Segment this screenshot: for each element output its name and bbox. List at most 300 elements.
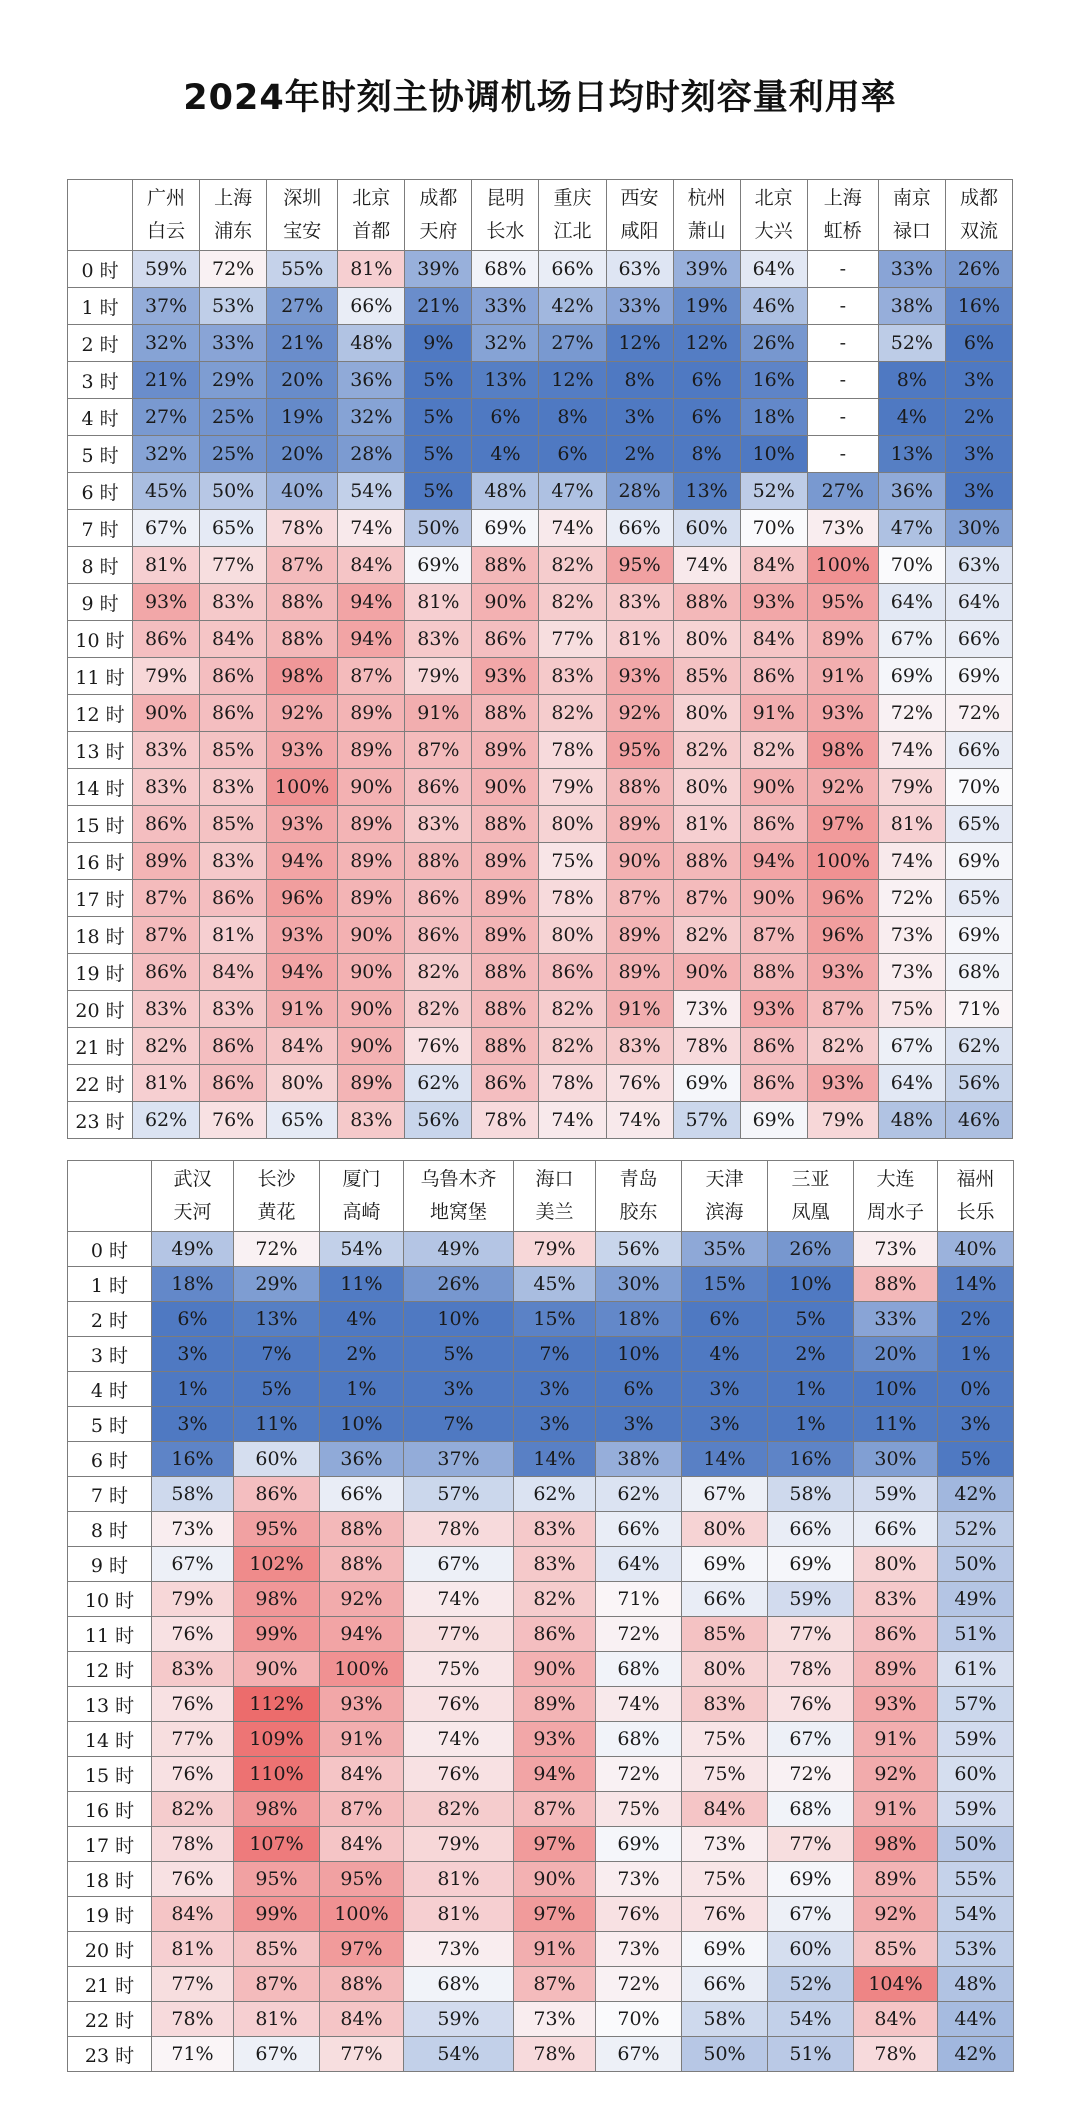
heatmap-cell: 93%	[514, 1722, 596, 1757]
column-header	[200, 180, 267, 251]
row-label: 3 时	[68, 362, 133, 399]
column-header-line: 海口	[535, 1168, 574, 1190]
heatmap-cell: 77%	[768, 1617, 854, 1652]
heatmap-cell: 8%	[673, 436, 740, 473]
heatmap-cell: 5%	[404, 1337, 514, 1372]
table-row	[68, 399, 1013, 436]
heatmap-cell: 32%	[338, 399, 405, 436]
column-header-line: 北京	[352, 187, 391, 209]
heatmap-cell: 82%	[539, 991, 606, 1028]
heatmap-cell: 76%	[682, 1897, 768, 1932]
heatmap-cell: 20%	[854, 1337, 938, 1372]
row-label: 12 时	[68, 695, 133, 732]
row-label: 17 时	[68, 880, 133, 917]
heatmap-cell: 89%	[338, 1065, 405, 1102]
table-row	[68, 1827, 1014, 1862]
heatmap-cell: 53%	[200, 288, 267, 325]
column-header-line: 上海	[823, 187, 862, 209]
heatmap-cell: 59%	[938, 1722, 1014, 1757]
row-label: 7 时	[68, 1477, 152, 1512]
heatmap-cell: 95%	[606, 732, 673, 769]
row-label: 8 时	[68, 547, 133, 584]
row-label: 12 时	[68, 1652, 152, 1687]
heatmap-cell: 62%	[596, 1477, 682, 1512]
heatmap-cell: 91%	[405, 695, 472, 732]
heatmap-cell: 83%	[539, 658, 606, 695]
table-row	[68, 732, 1013, 769]
heatmap-cell: 76%	[404, 1757, 514, 1792]
heatmap-cell: 93%	[807, 695, 878, 732]
heatmap-cell: 52%	[878, 325, 945, 362]
heatmap-cell: 45%	[514, 1267, 596, 1302]
heatmap-cell: 78%	[539, 1065, 606, 1102]
column-header-line: 白云	[147, 220, 186, 242]
heatmap-cell: 8%	[878, 362, 945, 399]
heatmap-cell: 89%	[133, 843, 200, 880]
column-header-line: 胶东	[619, 1201, 658, 1223]
table-row	[68, 806, 1013, 843]
heatmap-cell: 16%	[945, 288, 1012, 325]
heatmap-cell: 89%	[854, 1862, 938, 1897]
table-row	[68, 1065, 1013, 1102]
heatmap-cell: 66%	[682, 1582, 768, 1617]
heatmap-cell: -	[807, 251, 878, 288]
heatmap-cell: 30%	[854, 1442, 938, 1477]
column-header	[320, 1161, 404, 1232]
heatmap-cell: 79%	[514, 1232, 596, 1267]
heatmap-cell: 60%	[673, 510, 740, 547]
heatmap-cell: 83%	[200, 843, 267, 880]
heatmap-cell: 1%	[768, 1372, 854, 1407]
column-header-line: 江北	[553, 220, 592, 242]
heatmap-cell: 69%	[768, 1862, 854, 1897]
heatmap-cell: 87%	[740, 917, 807, 954]
heatmap-cell: 5%	[768, 1302, 854, 1337]
heatmap-cell: 94%	[338, 621, 405, 658]
column-header-line: 成都	[419, 187, 458, 209]
heatmap-cell: 82%	[539, 547, 606, 584]
heatmap-cell: 61%	[938, 1652, 1014, 1687]
heatmap-cell: 14%	[938, 1267, 1014, 1302]
heatmap-cell: 18%	[152, 1267, 234, 1302]
heatmap-cell: 3%	[404, 1372, 514, 1407]
table-row	[68, 1652, 1014, 1687]
heatmap-cell: 10%	[768, 1267, 854, 1302]
column-header-line: 福州	[956, 1168, 995, 1190]
heatmap-cell: 30%	[596, 1267, 682, 1302]
heatmap-cell: 73%	[673, 991, 740, 1028]
heatmap-cell: 36%	[878, 473, 945, 510]
column-header-line: 咸阳	[620, 220, 659, 242]
heatmap-cell: 95%	[320, 1862, 404, 1897]
heatmap-cell: 69%	[596, 1827, 682, 1862]
heatmap-cell: 76%	[405, 1028, 472, 1065]
table-row	[68, 658, 1013, 695]
column-header-line: 黄花	[257, 1201, 296, 1223]
heatmap-cell: 32%	[133, 325, 200, 362]
heatmap-cell: 80%	[682, 1652, 768, 1687]
heatmap-cell: 90%	[133, 695, 200, 732]
heatmap-cell: -	[807, 399, 878, 436]
heatmap-cell: 82%	[807, 1028, 878, 1065]
heatmap-cell: 6%	[539, 436, 606, 473]
heatmap-cell: 90%	[338, 954, 405, 991]
row-label: 22 时	[68, 2002, 152, 2037]
heatmap-cell: 68%	[596, 1652, 682, 1687]
table-row	[68, 1967, 1014, 2002]
heatmap-cell: 88%	[267, 584, 338, 621]
heatmap-cell: 69%	[682, 1932, 768, 1967]
heatmap-cell: 88%	[320, 1967, 404, 2002]
column-header-line: 长水	[486, 220, 525, 242]
heatmap-cell: 89%	[338, 843, 405, 880]
column-header-line: 长沙	[257, 1168, 296, 1190]
heatmap-cell: 66%	[606, 510, 673, 547]
heatmap-cell: 3%	[514, 1407, 596, 1442]
row-label: 10 时	[68, 1582, 152, 1617]
heatmap-cell: 16%	[768, 1442, 854, 1477]
heatmap-cell: 80%	[673, 695, 740, 732]
heatmap-cell: 88%	[320, 1512, 404, 1547]
heatmap-cell: 4%	[878, 399, 945, 436]
heatmap-cell: 89%	[472, 732, 539, 769]
heatmap-cell: 46%	[740, 288, 807, 325]
heatmap-cell: 98%	[854, 1827, 938, 1862]
heatmap-cell: 93%	[472, 658, 539, 695]
heatmap-cell: 77%	[768, 1827, 854, 1862]
column-header	[768, 1161, 854, 1232]
heatmap-cell: 82%	[539, 584, 606, 621]
column-header-line: 天府	[419, 220, 458, 242]
heatmap-cell: 78%	[472, 1102, 539, 1139]
heatmap-cell: 69%	[878, 658, 945, 695]
column-header-line: 南京	[892, 187, 931, 209]
heatmap-cell: 26%	[740, 325, 807, 362]
heatmap-cell: 97%	[514, 1827, 596, 1862]
heatmap-cell: 72%	[200, 251, 267, 288]
heatmap-cell: 88%	[405, 843, 472, 880]
heatmap-cell: 72%	[596, 1617, 682, 1652]
heatmap-cell: 3%	[514, 1372, 596, 1407]
heatmap-cell: 12%	[606, 325, 673, 362]
heatmap-cell: 40%	[938, 1232, 1014, 1267]
heatmap-cell: 88%	[267, 621, 338, 658]
heatmap-cell: 94%	[514, 1757, 596, 1792]
row-label: 1 时	[68, 1267, 152, 1302]
heatmap-cell: 76%	[152, 1687, 234, 1722]
heatmap-cell: -	[807, 362, 878, 399]
row-label: 7 时	[68, 510, 133, 547]
heatmap-cell: 88%	[854, 1267, 938, 1302]
heatmap-cell: 27%	[807, 473, 878, 510]
heatmap-cell: 21%	[133, 362, 200, 399]
heatmap-cell: 91%	[267, 991, 338, 1028]
heatmap-cell: 1%	[938, 1337, 1014, 1372]
heatmap-cell: 80%	[267, 1065, 338, 1102]
heatmap-cell: 68%	[768, 1792, 854, 1827]
heatmap-cell: 84%	[200, 621, 267, 658]
heatmap-cell: 102%	[234, 1547, 320, 1582]
row-label: 11 时	[68, 1617, 152, 1652]
heatmap-cell: 74%	[539, 1102, 606, 1139]
heatmap-cell: 55%	[938, 1862, 1014, 1897]
heatmap-cell: 104%	[854, 1967, 938, 2002]
heatmap-cell: 78%	[514, 2037, 596, 2072]
heatmap-cell: 13%	[878, 436, 945, 473]
row-label: 16 时	[68, 1792, 152, 1827]
row-label: 18 时	[68, 917, 133, 954]
heatmap-cell: 6%	[152, 1302, 234, 1337]
heatmap-cell: 82%	[673, 732, 740, 769]
heatmap-cell: 54%	[404, 2037, 514, 2072]
heatmap-cell: 73%	[152, 1512, 234, 1547]
heatmap-cell: 18%	[740, 399, 807, 436]
heatmap-cell: 92%	[854, 1757, 938, 1792]
heatmap-cell: 76%	[152, 1862, 234, 1897]
heatmap-cell: 86%	[472, 621, 539, 658]
column-header-line: 萧山	[687, 220, 726, 242]
heatmap-cell: 83%	[405, 621, 472, 658]
heatmap-cell: 96%	[807, 880, 878, 917]
heatmap-cell: 63%	[606, 251, 673, 288]
heatmap-cell: 83%	[200, 584, 267, 621]
heatmap-cell: 100%	[807, 843, 878, 880]
column-header-line: 大兴	[754, 220, 793, 242]
heatmap-cell: 21%	[267, 325, 338, 362]
row-label: 5 时	[68, 436, 133, 473]
heatmap-cell: 6%	[673, 362, 740, 399]
heatmap-cell: 49%	[152, 1232, 234, 1267]
row-label: 5 时	[68, 1407, 152, 1442]
heatmap-cell: 37%	[404, 1442, 514, 1477]
heatmap-cell: 87%	[320, 1792, 404, 1827]
heatmap-cell: 86%	[200, 658, 267, 695]
heatmap-cell: 1%	[768, 1407, 854, 1442]
column-header	[234, 1161, 320, 1232]
heatmap-cell: 74%	[404, 1722, 514, 1757]
heatmap-cell: 86%	[405, 880, 472, 917]
heatmap-cell: 50%	[682, 2037, 768, 2072]
heatmap-cell: 59%	[404, 2002, 514, 2037]
heatmap-cell: 15%	[514, 1302, 596, 1337]
row-label: 13 时	[68, 732, 133, 769]
heatmap-cell: 76%	[404, 1687, 514, 1722]
heatmap-cell: 42%	[938, 2037, 1014, 2072]
heatmap-cell: 112%	[234, 1687, 320, 1722]
heatmap-cell: 90%	[234, 1652, 320, 1687]
heatmap-cell: 73%	[878, 954, 945, 991]
heatmap-cell: 90%	[472, 584, 539, 621]
heatmap-cell: 74%	[596, 1687, 682, 1722]
heatmap-cell: 78%	[539, 880, 606, 917]
heatmap-cell: 83%	[854, 1582, 938, 1617]
heatmap-cell: 82%	[405, 991, 472, 1028]
heatmap-cell: 81%	[878, 806, 945, 843]
heatmap-cell: 6%	[682, 1302, 768, 1337]
heatmap-cell: 91%	[606, 991, 673, 1028]
table-row	[68, 1617, 1014, 1652]
column-header-line: 双流	[959, 220, 998, 242]
column-header	[404, 1161, 514, 1232]
heatmap-cell: 74%	[673, 547, 740, 584]
heatmap-cell: 93%	[320, 1687, 404, 1722]
heatmap-cell: 69%	[682, 1547, 768, 1582]
heatmap-cell: 75%	[682, 1757, 768, 1792]
column-header-line: 美兰	[535, 1201, 574, 1223]
column-header	[945, 180, 1012, 251]
heatmap-cell: 77%	[152, 1722, 234, 1757]
column-header	[405, 180, 472, 251]
heatmap-cell: 79%	[133, 658, 200, 695]
heatmap-cell: 93%	[606, 658, 673, 695]
heatmap-cell: 98%	[234, 1792, 320, 1827]
table-row	[68, 1407, 1014, 1442]
heatmap-cell: 70%	[878, 547, 945, 584]
heatmap-cell: 77%	[200, 547, 267, 584]
heatmap-cell: 79%	[539, 769, 606, 806]
heatmap-cell: 48%	[472, 473, 539, 510]
chart-title: 2024年时刻主协调机场日均时刻容量利用率	[183, 78, 897, 118]
heatmap-cell: 51%	[768, 2037, 854, 2072]
heatmap-cell: 86%	[740, 806, 807, 843]
heatmap-cell: 66%	[945, 621, 1012, 658]
heatmap-cell: 89%	[807, 621, 878, 658]
heatmap-cell: 85%	[854, 1932, 938, 1967]
heatmap-cell: 33%	[854, 1302, 938, 1337]
heatmap-cell: 91%	[740, 695, 807, 732]
heatmap-cell: 2%	[606, 436, 673, 473]
heatmap-cell: 73%	[807, 510, 878, 547]
heatmap-cell: 88%	[606, 769, 673, 806]
column-header	[938, 1161, 1014, 1232]
heatmap-cell: 84%	[152, 1897, 234, 1932]
column-header-line: 天河	[173, 1201, 212, 1223]
heatmap-cell: 29%	[200, 362, 267, 399]
heatmap-cell: 65%	[945, 880, 1012, 917]
heatmap-cell: 20%	[267, 436, 338, 473]
heatmap-cell: 82%	[405, 954, 472, 991]
heatmap-cell: 5%	[405, 362, 472, 399]
heatmap-cell: 6%	[673, 399, 740, 436]
heatmap-cell: 90%	[472, 769, 539, 806]
heatmap-cell: 11%	[234, 1407, 320, 1442]
heatmap-cell: 86%	[472, 1065, 539, 1102]
heatmap-cell: 49%	[404, 1232, 514, 1267]
heatmap-cell: 90%	[514, 1652, 596, 1687]
heatmap-cell: 79%	[807, 1102, 878, 1139]
column-header	[472, 180, 539, 251]
heatmap-cell: 85%	[200, 806, 267, 843]
heatmap-cell: 88%	[472, 695, 539, 732]
heatmap-cell: 100%	[320, 1897, 404, 1932]
heatmap-cell: 92%	[854, 1897, 938, 1932]
heatmap-cell: 50%	[200, 473, 267, 510]
heatmap-cell: 60%	[938, 1757, 1014, 1792]
heatmap-cell: 92%	[320, 1582, 404, 1617]
row-label: 23 时	[68, 2037, 152, 2072]
row-label: 11 时	[68, 658, 133, 695]
heatmap-cell: 95%	[234, 1512, 320, 1547]
table-row	[68, 1337, 1014, 1372]
heatmap-cell: 88%	[673, 584, 740, 621]
column-header-line: 周水子	[866, 1201, 924, 1223]
column-header	[267, 180, 338, 251]
column-header-line: 大连	[876, 1168, 915, 1190]
heatmap-cell: 90%	[740, 769, 807, 806]
column-header-line: 天津	[705, 1168, 744, 1190]
table-row	[68, 251, 1013, 288]
heatmap-cell: 87%	[514, 1792, 596, 1827]
heatmap-cell: 58%	[152, 1477, 234, 1512]
heatmap-cell: 50%	[938, 1547, 1014, 1582]
heatmap-cell: 81%	[404, 1897, 514, 1932]
heatmap-cell: 5%	[405, 473, 472, 510]
column-header	[606, 180, 673, 251]
heatmap-cell: 58%	[682, 2002, 768, 2037]
heatmap-cell: 92%	[267, 695, 338, 732]
heatmap-cell: 66%	[338, 288, 405, 325]
heatmap-cell: 93%	[740, 991, 807, 1028]
heatmap-cell: 15%	[682, 1267, 768, 1302]
heatmap-cell: 89%	[606, 806, 673, 843]
heatmap-cell: 78%	[152, 1827, 234, 1862]
row-label: 6 时	[68, 1442, 152, 1477]
heatmap-table-1	[67, 179, 1013, 1139]
row-label: 0 时	[68, 251, 133, 288]
heatmap-cell: 79%	[405, 658, 472, 695]
heatmap-cell: 88%	[673, 843, 740, 880]
heatmap-cell: 0%	[938, 1372, 1014, 1407]
column-header-line: 广州	[147, 187, 186, 209]
heatmap-cell: 90%	[338, 917, 405, 954]
heatmap-cell: 87%	[405, 732, 472, 769]
heatmap-cell: 52%	[768, 1967, 854, 2002]
heatmap-cell: 27%	[539, 325, 606, 362]
heatmap-cell: 81%	[404, 1862, 514, 1897]
heatmap-cell: 86%	[854, 1617, 938, 1652]
heatmap-cell: 89%	[472, 880, 539, 917]
heatmap-cell: 88%	[472, 1028, 539, 1065]
heatmap-cell: 2%	[320, 1337, 404, 1372]
heatmap-cell: 72%	[234, 1232, 320, 1267]
heatmap-cell: 67%	[878, 621, 945, 658]
heatmap-cell: 78%	[854, 2037, 938, 2072]
heatmap-cell: 90%	[338, 769, 405, 806]
heatmap-cell: 76%	[606, 1065, 673, 1102]
heatmap-cell: 27%	[133, 399, 200, 436]
heatmap-cell: 79%	[404, 1827, 514, 1862]
column-header-line: 滨海	[705, 1201, 744, 1223]
table-row	[68, 2002, 1014, 2037]
heatmap-cell: 84%	[740, 621, 807, 658]
heatmap-cell: 86%	[200, 1065, 267, 1102]
heatmap-cell: 78%	[152, 2002, 234, 2037]
heatmap-cell: 91%	[854, 1722, 938, 1757]
heatmap-cell: 48%	[878, 1102, 945, 1139]
heatmap-cell: 89%	[606, 917, 673, 954]
heatmap-cell: 80%	[673, 621, 740, 658]
column-header-line: 虹桥	[823, 220, 862, 242]
table-row	[68, 954, 1013, 991]
heatmap-cell: 32%	[133, 436, 200, 473]
heatmap-cell: 42%	[938, 1477, 1014, 1512]
heatmap-cell: 89%	[338, 695, 405, 732]
heatmap-cell: 87%	[234, 1967, 320, 2002]
heatmap-cell: 3%	[945, 473, 1012, 510]
heatmap-cell: 73%	[682, 1827, 768, 1862]
heatmap-cell: 87%	[267, 547, 338, 584]
heatmap-cell: 3%	[682, 1372, 768, 1407]
